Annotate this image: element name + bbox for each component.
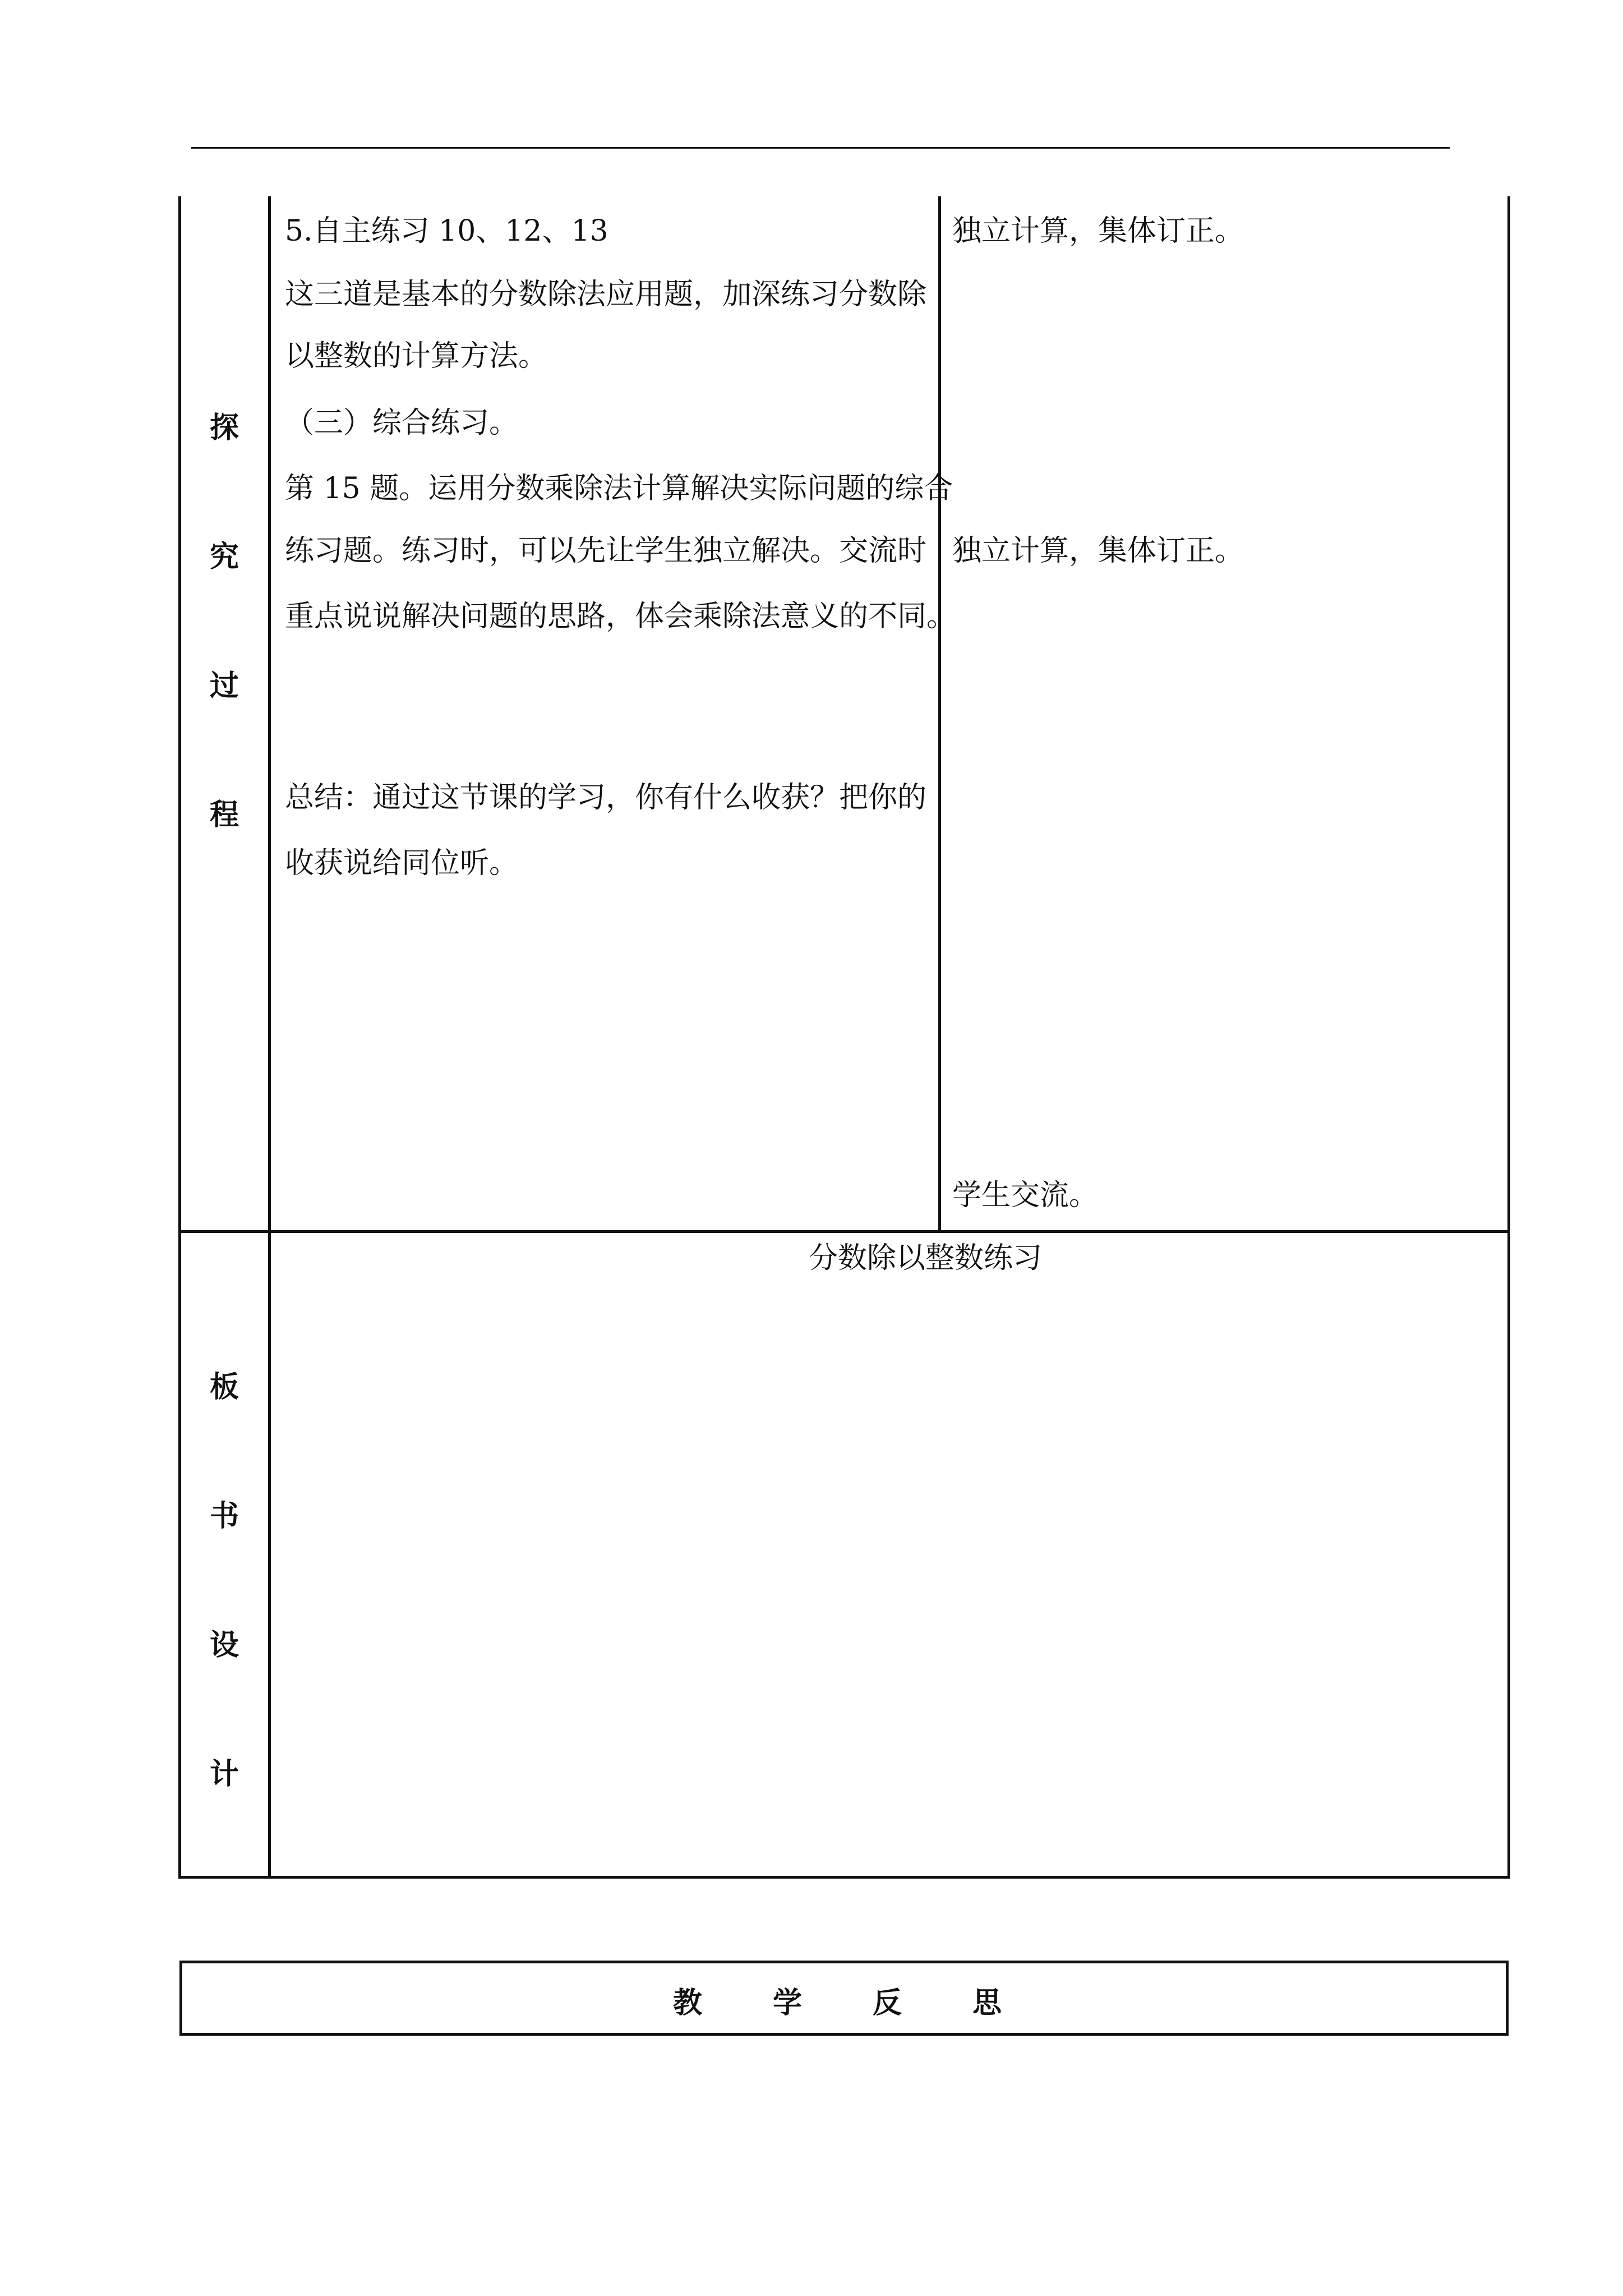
student-note: 学生交流。 [952, 1179, 1099, 1212]
teacher-line: 以整数的计算方法。 [285, 339, 548, 373]
reflection-title-char: 反 [873, 1986, 902, 2020]
process-label-char: 过 [209, 669, 239, 703]
teacher-line: 第 15 题。运用分数乘除法计算解决实际问题的综合 [285, 472, 953, 505]
header-rule [191, 147, 1450, 149]
table-column-divider [938, 196, 941, 1233]
teacher-line: 这三道是基本的分数除法应用题，加深练习分数除 [285, 278, 927, 311]
board-label-char: 板 [209, 1370, 239, 1404]
teacher-line: 收获说给同位听。 [285, 846, 519, 880]
process-label-char: 究 [209, 540, 239, 574]
student-note: 独立计算，集体订正。 [952, 214, 1244, 248]
table-label-divider [268, 196, 271, 1879]
teacher-line: 5.自主练习 10、12、13 [285, 214, 608, 248]
table-bottom-border [178, 1876, 1510, 1879]
board-label-char: 设 [209, 1628, 239, 1662]
table-right-border [1507, 196, 1510, 1879]
teacher-line: 重点说说解决问题的思路，体会乘除法意义的不同。 [285, 600, 956, 633]
section-divider [178, 1230, 1510, 1233]
board-design-title: 分数除以整数练习 [808, 1241, 1042, 1275]
teacher-line: 总结：通过这节课的学习，你有什么收获？把你的 [285, 781, 927, 815]
process-label-char: 探 [209, 411, 239, 445]
teacher-line: （三）综合练习。 [285, 406, 519, 440]
reflection-title-char: 思 [972, 1986, 1002, 2020]
table-left-border [178, 196, 181, 1879]
teacher-line: 练习题。练习时，可以先让学生独立解决。交流时 [285, 534, 927, 568]
board-label-char: 书 [209, 1499, 239, 1533]
reflection-title-char: 教 [673, 1986, 703, 2020]
reflection-title-char: 学 [773, 1986, 803, 2020]
board-label-char: 计 [209, 1757, 239, 1791]
reflection-box [179, 1961, 1509, 2036]
process-label-char: 程 [209, 798, 239, 832]
student-note: 独立计算，集体订正。 [952, 534, 1244, 568]
